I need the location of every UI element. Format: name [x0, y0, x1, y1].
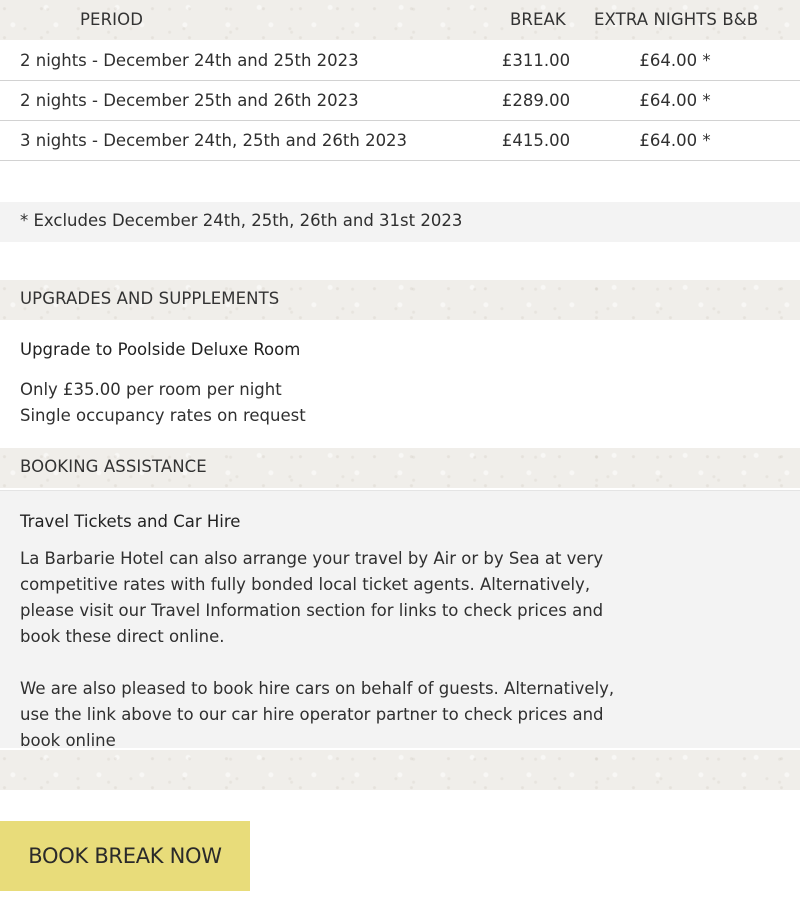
cell-period: 2 nights - December 25th and 26th 2023 [20, 91, 359, 110]
upgrade-title: Upgrade to Poolside Deluxe Room [20, 340, 301, 359]
decorative-band [0, 750, 800, 790]
cell-extra-price: £64.00 * [639, 131, 711, 150]
section-heading: UPGRADES AND SUPPLEMENTS [20, 289, 280, 308]
cell-period: 2 nights - December 24th and 25th 2023 [20, 51, 359, 70]
table-row [0, 81, 800, 121]
car-hire-text: We are also pleased to book hire cars on behalf of guests. Alternatively, use the link above to our car hire operator partner to check prices and book online [20, 679, 615, 750]
footnote-text: * Excludes December 24th, 25th, 26th and 31st 2023 [20, 211, 463, 230]
cell-period: 3 nights - December 24th, 25th and 26th 2023 [20, 131, 408, 150]
single-occupancy-text: Single occupancy rates on request [20, 406, 306, 425]
section-header-upgrades [0, 280, 800, 320]
cell-extra-price: £64.00 * [639, 91, 711, 110]
cell-break-price: £311.00 [501, 51, 571, 70]
table-row [0, 41, 800, 81]
column-header-period: PERIOD [80, 10, 143, 29]
booking-assistance-content [0, 490, 800, 748]
book-break-now-button[interactable]: BOOK BREAK NOW [0, 821, 250, 891]
cell-break-price: £289.00 [501, 91, 571, 110]
table-row [0, 121, 800, 161]
section-heading: BOOKING ASSISTANCE [20, 457, 207, 476]
upgrades-content [0, 320, 800, 448]
travel-tickets-text: La Barbarie Hotel can also arrange your travel by Air or by Sea at very competitive rates with fully bonded local ticket agents. Alternatively, please visit our Travel Information section for links to check prices and book these direct online. [20, 549, 604, 646]
cell-break-price: £415.00 [501, 131, 571, 150]
rates-table-header [0, 0, 800, 40]
column-header-extra-nights: EXTRA NIGHTS B&B [594, 10, 759, 29]
upgrade-price-text: Only £35.00 per room per night [20, 380, 282, 399]
section-header-booking-assistance [0, 448, 800, 488]
travel-tickets-title: Travel Tickets and Car Hire [20, 512, 241, 531]
rates-footnote [0, 202, 800, 242]
column-header-break: BREAK [510, 10, 566, 29]
cell-extra-price: £64.00 * [639, 51, 711, 70]
